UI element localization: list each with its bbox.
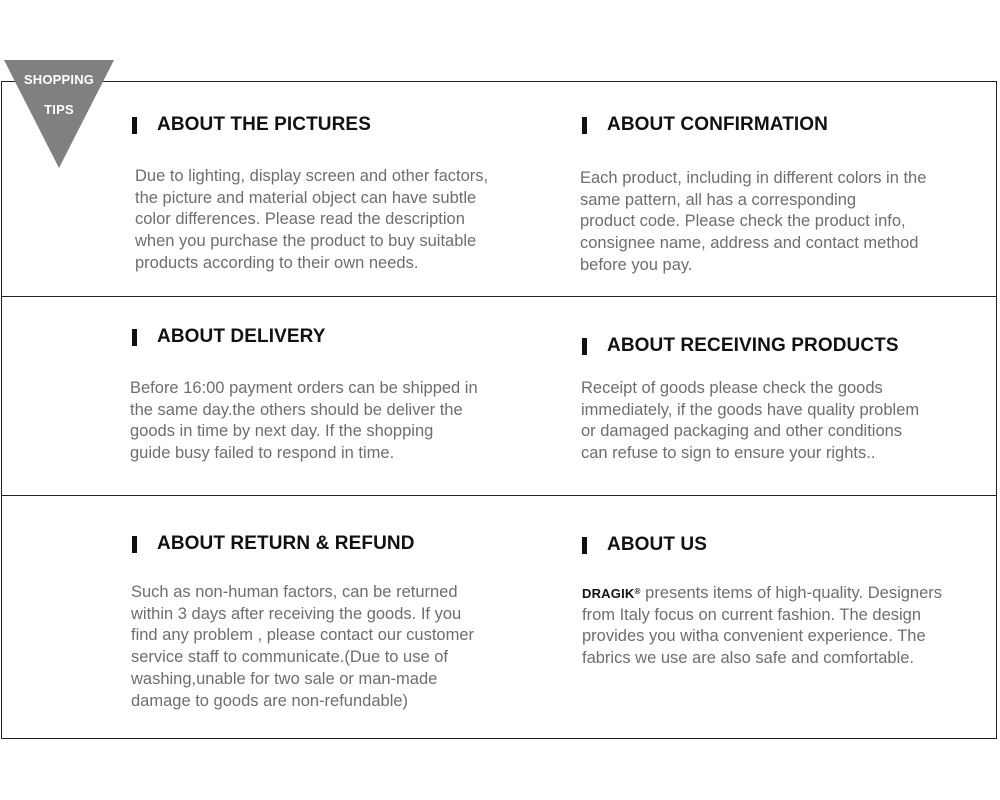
heading-bar [582,338,587,355]
section-about-return [132,533,415,555]
section-about-pictures [132,114,371,136]
section-text: presents items of high-quality. Designers from Italy focus on current fashion. The design provides you witha convenient experience. The fabrics we use are also safe and comfortable. [582,584,943,668]
heading-bar [582,537,587,554]
section-about-us [582,534,707,556]
section-about-receiving [582,335,899,357]
section-title: ABOUT RETURN & REFUND [157,533,415,554]
row-divider-1 [1,296,997,297]
section-title: ABOUT CONFIRMATION [607,114,828,135]
heading-bar [132,329,137,346]
badge-line-1: SHOPPING [23,72,95,87]
heading-bar [132,117,137,134]
section-text: Such as non-human factors, can be returned within 3 days after receiving the goods. If you find any problem , please contact our customer service staff to communicate.(Due to use of washing,unable for two sale or man-made damage to goods are non-refundable) [131,583,475,710]
section-title: ABOUT US [607,534,708,555]
section-title: ABOUT RECEIVING PRODUCTS [607,335,899,356]
row-divider-2 [1,495,997,496]
section-text: Before 16:00 payment orders can be shipped in the same day.the others should be deliver the goods in time by next day. If the shopping guide busy failed to respond in time. [130,379,478,463]
section-text: Due to lighting, display screen and other factors, the picture and material object can have subtle color differences. Please read the description when you purchase the product to buy suitable products according to their own needs. [135,167,489,272]
about-us-text [582,581,942,670]
badge-line-2: TIPS [44,102,74,117]
section-title: ABOUT DELIVERY [157,326,326,347]
section-text: Receipt of goods please check the goods immediately, if the goods have quality problem or damaged packaging and other conditions can refuse to sign to ensure your rights.. [581,379,920,463]
registered-mark: ® [634,587,641,596]
section-title: ABOUT THE PICTURES [157,114,371,135]
section-text: Each product, including in different colors in the same pattern, all has a corresponding product code. Please check the product info, consignee name, address and contact method before you pay. [580,169,927,274]
brand-name: DRAGIK® [582,586,641,601]
heading-bar [132,536,137,553]
section-about-delivery [132,326,326,348]
heading-bar [582,117,587,134]
section-about-confirmation [582,114,828,136]
